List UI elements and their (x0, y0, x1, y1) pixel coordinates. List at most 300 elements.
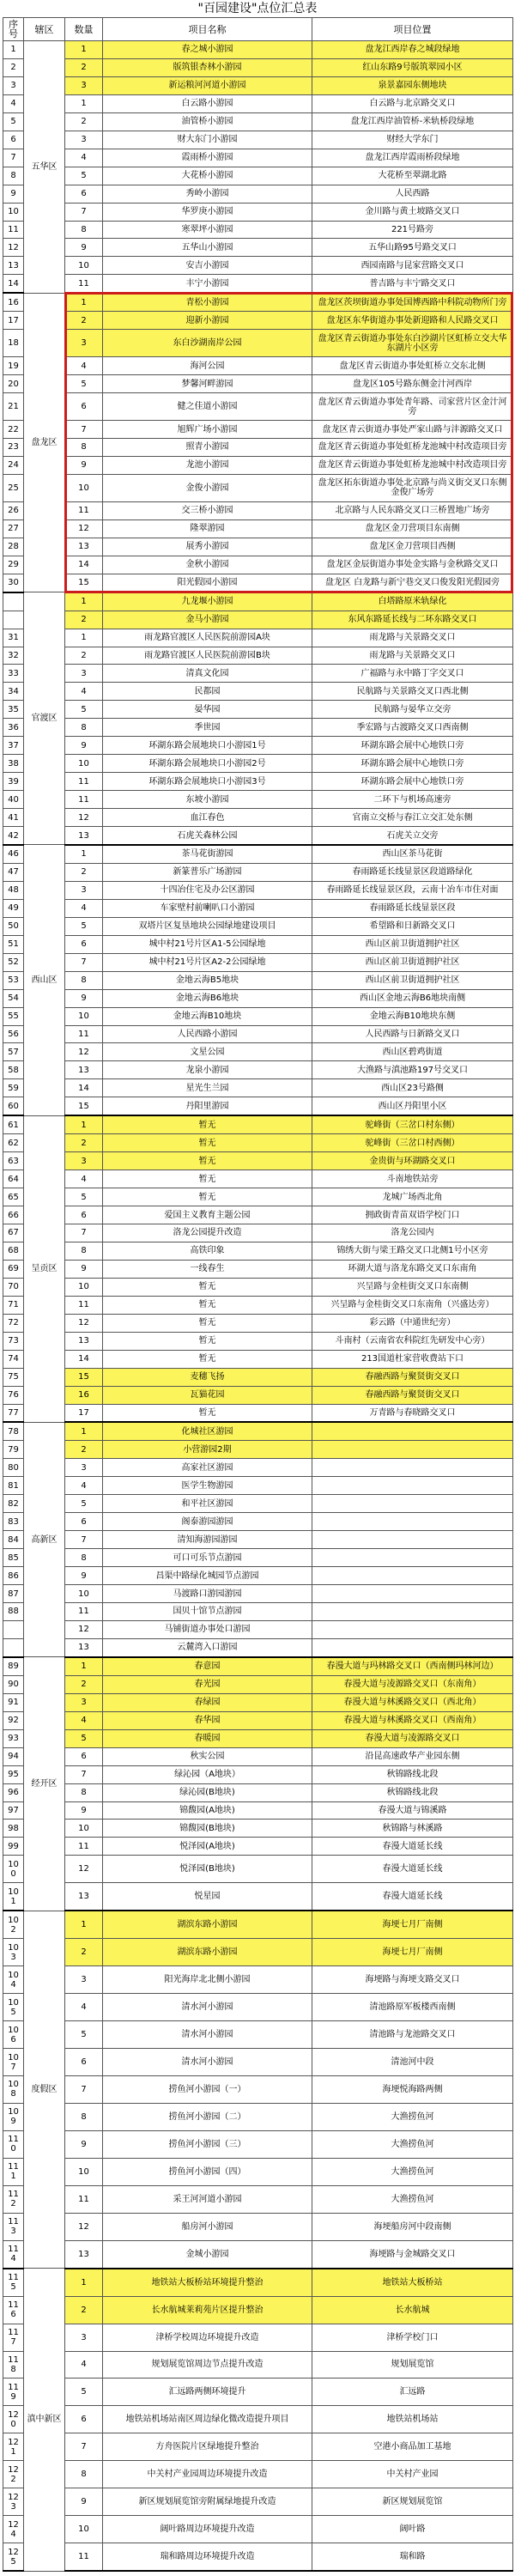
row-project-name: 阳光海岸北北侧小游园 (103, 1966, 312, 1994)
row-project-location: 春漫大道延长线 (312, 1883, 513, 1911)
table-row (3, 421, 513, 439)
row-project-location: 海埂路与海埂支路交叉口 (312, 1966, 513, 1994)
row-project-location: 大花桥至翠湖北路 (312, 167, 513, 185)
row-project-location: 西山区金地云海B6地块南侧 (312, 989, 513, 1007)
row-project-location: 春雨路延长线显景区段 (312, 899, 513, 917)
row-count: 1 (65, 293, 103, 311)
table-row (3, 2543, 513, 2571)
row-project-location: 秋锦路与林溪路 (312, 1820, 513, 1838)
row-seq: 90 (3, 1675, 24, 1693)
table-row (3, 1386, 513, 1404)
row-project-location (312, 1477, 513, 1495)
row-count: 1 (65, 2269, 103, 2296)
row-project-location: 地铁站机场站 (312, 2406, 513, 2433)
row-project-name: 绿沁园(B地块) (103, 1783, 312, 1801)
row-seq: 108 (3, 2075, 24, 2103)
row-project-name: 汇远路两侧环境提升 (103, 2379, 312, 2406)
row-project-name: 小营游园2期 (103, 1441, 312, 1459)
row-seq: 121 (3, 2433, 24, 2461)
row-count: 8 (65, 439, 103, 457)
table-row (3, 474, 513, 501)
row-count: 14 (65, 1079, 103, 1097)
row-count: 15 (65, 1368, 103, 1386)
row-seq: 66 (3, 1206, 24, 1224)
row-count: 6 (65, 1513, 103, 1531)
row-count: 7 (65, 1224, 103, 1242)
row-count: 6 (65, 1747, 103, 1765)
row-project-name: 锦馥园(A地块) (103, 1801, 312, 1820)
row-count: 13 (65, 1638, 103, 1656)
row-project-location: 春漫大道与林溪路交叉口（西北角） (312, 1693, 513, 1711)
row-project-location: 瑞和路 (312, 2543, 513, 2571)
row-project-name: 春华园 (103, 1711, 312, 1729)
row-count: 9 (65, 1801, 103, 1820)
row-project-location: 盘龙区金辰街道办事处金实路与金秋路交叉口 (312, 556, 513, 574)
row-project-name: 青松小游园 (103, 293, 312, 311)
table-row (3, 1711, 513, 1729)
row-project-name: 秋实公园 (103, 1747, 312, 1765)
row-project-location: 环湖东路会展中心地铁口旁 (312, 773, 513, 791)
row-seq: 17 (3, 312, 24, 330)
row-project-name: 高铁印象 (103, 1242, 312, 1260)
row-project-name: 可口可乐节点游园 (103, 1549, 312, 1567)
row-seq: 25 (3, 474, 24, 501)
row-count: 6 (65, 2049, 103, 2076)
row-seq: 47 (3, 863, 24, 881)
row-project-location: 泉景嘉园东侧地块 (312, 76, 513, 94)
row-seq: 2 (3, 58, 24, 76)
row-count: 12 (65, 2213, 103, 2240)
row-seq: 33 (3, 665, 24, 683)
row-count: 11 (65, 2543, 103, 2571)
table-row (3, 1585, 513, 1603)
table-row (3, 917, 513, 935)
row-count: 1 (65, 1422, 103, 1440)
table-row (3, 1820, 513, 1838)
row-project-location: 洛龙公园内 (312, 1224, 513, 1242)
table-row (3, 112, 513, 131)
row-project-location: 春漫大道延长线 (312, 1856, 513, 1883)
row-count: 9 (65, 989, 103, 1007)
row-project-location: 沿昆高速政华产业园东侧 (312, 1747, 513, 1765)
row-project-location: 西山区23号路侧 (312, 1079, 513, 1097)
row-count: 2 (65, 1441, 103, 1459)
row-count: 1 (65, 1911, 103, 1938)
row-count: 3 (65, 1966, 103, 1994)
row-seq: 68 (3, 1242, 24, 1260)
row-project-name: 大花桥小游园 (103, 167, 312, 185)
row-seq: 81 (3, 1477, 24, 1495)
row-count: 3 (65, 665, 103, 683)
row-project-name: 油管桥小游园 (103, 112, 312, 131)
row-project-name: 悦泽园(B地块) (103, 1856, 312, 1883)
row-seq: 28 (3, 538, 24, 556)
row-seq: 113 (3, 2213, 24, 2240)
table-row (3, 1332, 513, 1350)
table-row (3, 863, 513, 881)
table-row (3, 2240, 513, 2268)
table-row (3, 827, 513, 845)
row-seq: 59 (3, 1079, 24, 1097)
table-row (3, 611, 513, 629)
table-row (3, 665, 513, 683)
row-project-name: 城中村21号片区A2-2公园绿地 (103, 953, 312, 971)
row-project-location: 金地云海B10地块东侧 (312, 1007, 513, 1025)
table-row (3, 2324, 513, 2351)
table-row (3, 375, 513, 393)
table-row (3, 1675, 513, 1693)
row-project-name: 九龙堰小游园 (103, 592, 312, 611)
header-count: 数量 (65, 18, 103, 41)
row-project-location: 北京路与人民东路交叉口三桥置地广场旁 (312, 501, 513, 519)
row-project-name: 文星公园 (103, 1043, 312, 1061)
row-count: 2 (65, 863, 103, 881)
row-seq: 63 (3, 1152, 24, 1170)
row-project-location (312, 1531, 513, 1549)
row-project-location: 万青路与春晓路交叉口 (312, 1404, 513, 1422)
table-row (3, 293, 513, 311)
row-seq: 67 (3, 1224, 24, 1242)
row-count: 10 (65, 2158, 103, 2185)
row-seq: 46 (3, 845, 24, 863)
row-project-name: 清真文化园 (103, 665, 312, 683)
row-count: 17 (65, 1404, 103, 1422)
row-seq: 87 (3, 1585, 24, 1603)
row-project-location: 221号路旁 (312, 221, 513, 239)
row-count: 9 (65, 456, 103, 474)
row-project-location (312, 1620, 513, 1638)
row-count: 4 (65, 149, 103, 167)
row-seq: 7 (3, 149, 24, 167)
row-count: 11 (65, 773, 103, 791)
row-project-name: 和平社区游园 (103, 1495, 312, 1513)
table-row (3, 149, 513, 167)
row-project-name: 血江春色 (103, 809, 312, 827)
row-seq: 124 (3, 2516, 24, 2543)
table-row (3, 773, 513, 791)
row-count: 10 (65, 1585, 103, 1603)
row-project-name: 新运粮河河道小游园 (103, 76, 312, 94)
header-district: 辖区 (24, 18, 65, 41)
district-cell: 官渡区 (24, 592, 65, 845)
table-row (3, 2021, 513, 2049)
row-project-name: 麦穗飞扬 (103, 1368, 312, 1386)
row-project-name: 清水河小游园 (103, 2049, 312, 2076)
row-seq: 102 (3, 1911, 24, 1938)
row-project-location: 春漫大道与锦溪路 (312, 1801, 513, 1820)
row-seq: 89 (3, 1657, 24, 1675)
row-count: 5 (65, 917, 103, 935)
row-project-location: 新区规划展览馆 (312, 2488, 513, 2516)
row-seq: 72 (3, 1314, 24, 1332)
row-count: 1 (65, 1657, 103, 1675)
row-project-location (312, 1603, 513, 1621)
row-seq: 122 (3, 2461, 24, 2488)
row-count: 2 (65, 112, 103, 131)
table-row (3, 971, 513, 989)
row-count: 2 (65, 2296, 103, 2324)
summary-table (3, 17, 513, 2572)
row-project-name: 旭辉广场小游园 (103, 421, 312, 439)
row-count: 2 (65, 647, 103, 665)
row-project-name: 十四冶住宅及办公区游园 (103, 881, 312, 899)
row-project-location: 金川路与黄土坡路交叉口 (312, 203, 513, 221)
row-project-name: 采王河河道小游园 (103, 2185, 312, 2213)
row-project-name: 春光园 (103, 1675, 312, 1693)
row-project-location: 普吉路与丰宁路交叉口 (312, 275, 513, 293)
row-project-location: 清池河中段 (312, 2049, 513, 2076)
table-row (3, 701, 513, 719)
row-count: 5 (65, 701, 103, 719)
row-project-location: 石虎关立交旁 (312, 827, 513, 845)
row-project-location: 盘龙区金刀营项目东南侧 (312, 519, 513, 538)
row-count: 10 (65, 755, 103, 773)
row-project-location: 长水航城 (312, 2296, 513, 2324)
row-count: 5 (65, 1729, 103, 1747)
row-project-name: 捞鱼河小游园（一） (103, 2075, 312, 2103)
row-count: 12 (65, 519, 103, 538)
row-project-location: 盘龙区青云街道办事处虹桥龙池城中村改造项目旁 (312, 439, 513, 457)
table-row (3, 58, 513, 76)
row-count: 8 (65, 971, 103, 989)
row-project-name: 高家社区游园 (103, 1459, 312, 1477)
row-project-location: 东风东路延长线与二环东路交叉口 (312, 611, 513, 629)
row-project-location (312, 1567, 513, 1585)
row-project-location: 民航路与晏华立交旁 (312, 701, 513, 719)
row-count: 13 (65, 2240, 103, 2268)
row-count: 5 (65, 375, 103, 393)
table-row (3, 167, 513, 185)
row-seq: 12 (3, 239, 24, 257)
row-project-name: 雨龙路官渡区人民医院前游园A块 (103, 629, 312, 647)
row-project-name: 春绿园 (103, 1693, 312, 1711)
row-seq: 73 (3, 1332, 24, 1350)
table-row (3, 1783, 513, 1801)
row-seq: 92 (3, 1711, 24, 1729)
row-project-name: 暂无 (103, 1278, 312, 1296)
row-count: 5 (65, 2379, 103, 2406)
row-count: 6 (65, 2406, 103, 2433)
row-project-location: 春雨路延长线显景区段道路绿化 (312, 863, 513, 881)
row-project-name: 方舟医院片区绿地提升整治 (103, 2433, 312, 2461)
row-project-name: 东坡小游园 (103, 791, 312, 809)
row-seq: 26 (3, 501, 24, 519)
row-project-location: 斗南村（云南省农科院红先研发中心旁） (312, 1332, 513, 1350)
table-row (3, 185, 513, 203)
row-count: 4 (65, 1711, 103, 1729)
row-project-name: 医学生物游园 (103, 1477, 312, 1495)
row-seq: 91 (3, 1693, 24, 1711)
row-count: 4 (65, 2351, 103, 2379)
row-count: 11 (65, 1025, 103, 1043)
row-count: 3 (65, 2324, 103, 2351)
row-seq: 6 (3, 131, 24, 149)
row-count: 13 (65, 1883, 103, 1911)
row-seq: 3 (3, 76, 24, 94)
row-project-location (312, 1549, 513, 1567)
row-project-name: 华罗庚小游园 (103, 203, 312, 221)
row-project-location: 红山东路9号版筑翠园小区 (312, 58, 513, 76)
row-project-name: 中关村产业园周边环境提升改造 (103, 2461, 312, 2488)
row-project-location: 春融西路与聚贤街交叉口 (312, 1368, 513, 1386)
row-project-location: 环湖大道与洛龙东路交叉口东南角 (312, 1260, 513, 1278)
row-project-location: 春漫大道与凌源路交叉口（东南角） (312, 1675, 513, 1693)
row-project-location (312, 1495, 513, 1513)
row-seq: 13 (3, 257, 24, 275)
row-project-name: 环湖东路会展地块口小游园1号 (103, 737, 312, 755)
row-seq: 21 (3, 393, 24, 421)
row-project-location: 龙城广场西北角 (312, 1188, 513, 1206)
row-project-name: 海河公园 (103, 357, 312, 375)
row-seq: 64 (3, 1170, 24, 1188)
row-seq: 98 (3, 1820, 24, 1838)
row-project-name: 秀岭小游园 (103, 185, 312, 203)
row-count: 8 (65, 2461, 103, 2488)
table-row (3, 76, 513, 94)
row-project-location: 西山区前卫街道拥护社区 (312, 935, 513, 953)
row-project-name: 爱国主义教育主题公园 (103, 1206, 312, 1224)
row-seq: 83 (3, 1513, 24, 1531)
row-seq: 24 (3, 456, 24, 474)
table-row (3, 1939, 513, 1966)
row-count: 3 (65, 1459, 103, 1477)
row-project-location: 盘龙区金刀营项目西侧 (312, 538, 513, 556)
row-count: 9 (65, 239, 103, 257)
table-row (3, 574, 513, 592)
table-row (3, 647, 513, 665)
row-project-location: 西山区前卫街道拥护社区 (312, 971, 513, 989)
table-row (3, 2269, 513, 2296)
row-project-name: 晏华园 (103, 701, 312, 719)
district-cell: 呈贡区 (24, 1115, 65, 1422)
row-seq: 61 (3, 1115, 24, 1133)
row-project-location: 海埂路与金城路交叉口 (312, 2240, 513, 2268)
row-project-location: 雨龙路与关景路交叉口 (312, 647, 513, 665)
row-count: 8 (65, 1242, 103, 1260)
row-count: 4 (65, 1477, 103, 1495)
row-seq (3, 1620, 24, 1638)
row-seq: 16 (3, 293, 24, 311)
row-seq: 93 (3, 1729, 24, 1747)
table-row (3, 556, 513, 574)
row-seq: 103 (3, 1939, 24, 1966)
row-project-name: 安吉小游园 (103, 257, 312, 275)
table-row (3, 1134, 513, 1152)
row-project-name: 昌渠中路绿化城园节点游园 (103, 1567, 312, 1585)
row-seq: 1 (3, 41, 24, 59)
row-count: 9 (65, 1567, 103, 1585)
row-count: 13 (65, 538, 103, 556)
row-seq: 32 (3, 647, 24, 665)
row-seq: 77 (3, 1404, 24, 1422)
table-row (3, 131, 513, 149)
row-count: 7 (65, 421, 103, 439)
row-count: 7 (65, 1765, 103, 1783)
row-project-name: 阁泰游园游园 (103, 1513, 312, 1531)
row-project-name: 季世园 (103, 719, 312, 737)
row-seq: 86 (3, 1567, 24, 1585)
district-cell: 西山区 (24, 845, 65, 1115)
row-project-name: 金俊小游园 (103, 474, 312, 501)
row-project-name: 地铁站大板桥站环境提升整治 (103, 2269, 312, 2296)
row-project-name: 瑞和路周边环境提升改造 (103, 2543, 312, 2571)
row-project-location: 环湖东路会展中心地铁口旁 (312, 755, 513, 773)
row-project-location: 盘龙区东华街道办事处新迎路和人民路交叉口 (312, 312, 513, 330)
row-seq: 78 (3, 1422, 24, 1440)
row-count: 1 (65, 845, 103, 863)
row-project-location: 五华山路95号路交叉口 (312, 239, 513, 257)
row-count: 11 (65, 1603, 103, 1621)
row-count: 8 (65, 221, 103, 239)
row-project-name: 交三桥小游园 (103, 501, 312, 519)
row-project-location: 驼峰街（三岔口村东侧） (312, 1115, 513, 1133)
row-seq: 88 (3, 1603, 24, 1621)
district-cell: 高新区 (24, 1422, 65, 1656)
table-row (3, 1856, 513, 1883)
row-seq: 58 (3, 1061, 24, 1079)
row-seq: 84 (3, 1531, 24, 1549)
row-project-location: 清池路原军板楼西南侧 (312, 1994, 513, 2021)
row-seq: 96 (3, 1783, 24, 1801)
row-seq: 109 (3, 2103, 24, 2130)
header-project-name: 项目名称 (103, 18, 312, 41)
row-count: 10 (65, 1278, 103, 1296)
row-project-name: 龙池小游园 (103, 456, 312, 474)
row-project-name: 健之佳道小游园 (103, 393, 312, 421)
table-row (3, 755, 513, 773)
table-row (3, 1115, 513, 1133)
row-count: 10 (65, 1007, 103, 1025)
row-count: 10 (65, 2516, 103, 2543)
row-count: 15 (65, 574, 103, 592)
row-seq: 48 (3, 881, 24, 899)
row-project-location: 兴呈路与金桂街交叉口东南侧 (312, 1278, 513, 1296)
table-row (3, 1278, 513, 1296)
table-row (3, 1061, 513, 1079)
row-project-location: 白塔路原米轨绿化 (312, 592, 513, 611)
table-row (3, 1007, 513, 1025)
row-seq: 114 (3, 2240, 24, 2268)
row-project-name: 暂无 (103, 1134, 312, 1152)
row-project-name: 春之城小游园 (103, 41, 312, 59)
row-count: 13 (65, 1332, 103, 1350)
table-row (3, 1765, 513, 1783)
row-project-location: 官南立交桥与春江立交汇处东侧 (312, 809, 513, 827)
table-row (3, 312, 513, 330)
row-seq: 9 (3, 185, 24, 203)
row-project-name: 白云路小游园 (103, 94, 312, 112)
row-project-name: 丰宁小游园 (103, 275, 312, 293)
row-project-location: 民航路与关景路交叉口西北侧 (312, 683, 513, 701)
row-count: 3 (65, 881, 103, 899)
header-project-location: 项目位置 (312, 18, 513, 41)
row-project-location (312, 1585, 513, 1603)
row-project-location (312, 1422, 513, 1440)
row-project-location: 西山区前卫街道拥护社区 (312, 953, 513, 971)
row-seq: 39 (3, 773, 24, 791)
table-row (3, 2461, 513, 2488)
row-count: 8 (65, 2103, 103, 2130)
row-project-location: 阔叶路 (312, 2516, 513, 2543)
row-project-location: 盘龙区拓东街道办事处北京路与尚义街交叉口东侧金俊广场旁 (312, 474, 513, 501)
row-seq: 82 (3, 1495, 24, 1513)
row-count: 9 (65, 1260, 103, 1278)
table-row (3, 203, 513, 221)
table-row (3, 1549, 513, 1567)
row-count: 14 (65, 1350, 103, 1368)
row-project-location: 白云路与北京路交叉口 (312, 94, 513, 112)
row-project-location: 拥政街青苗双语学校门口 (312, 1206, 513, 1224)
